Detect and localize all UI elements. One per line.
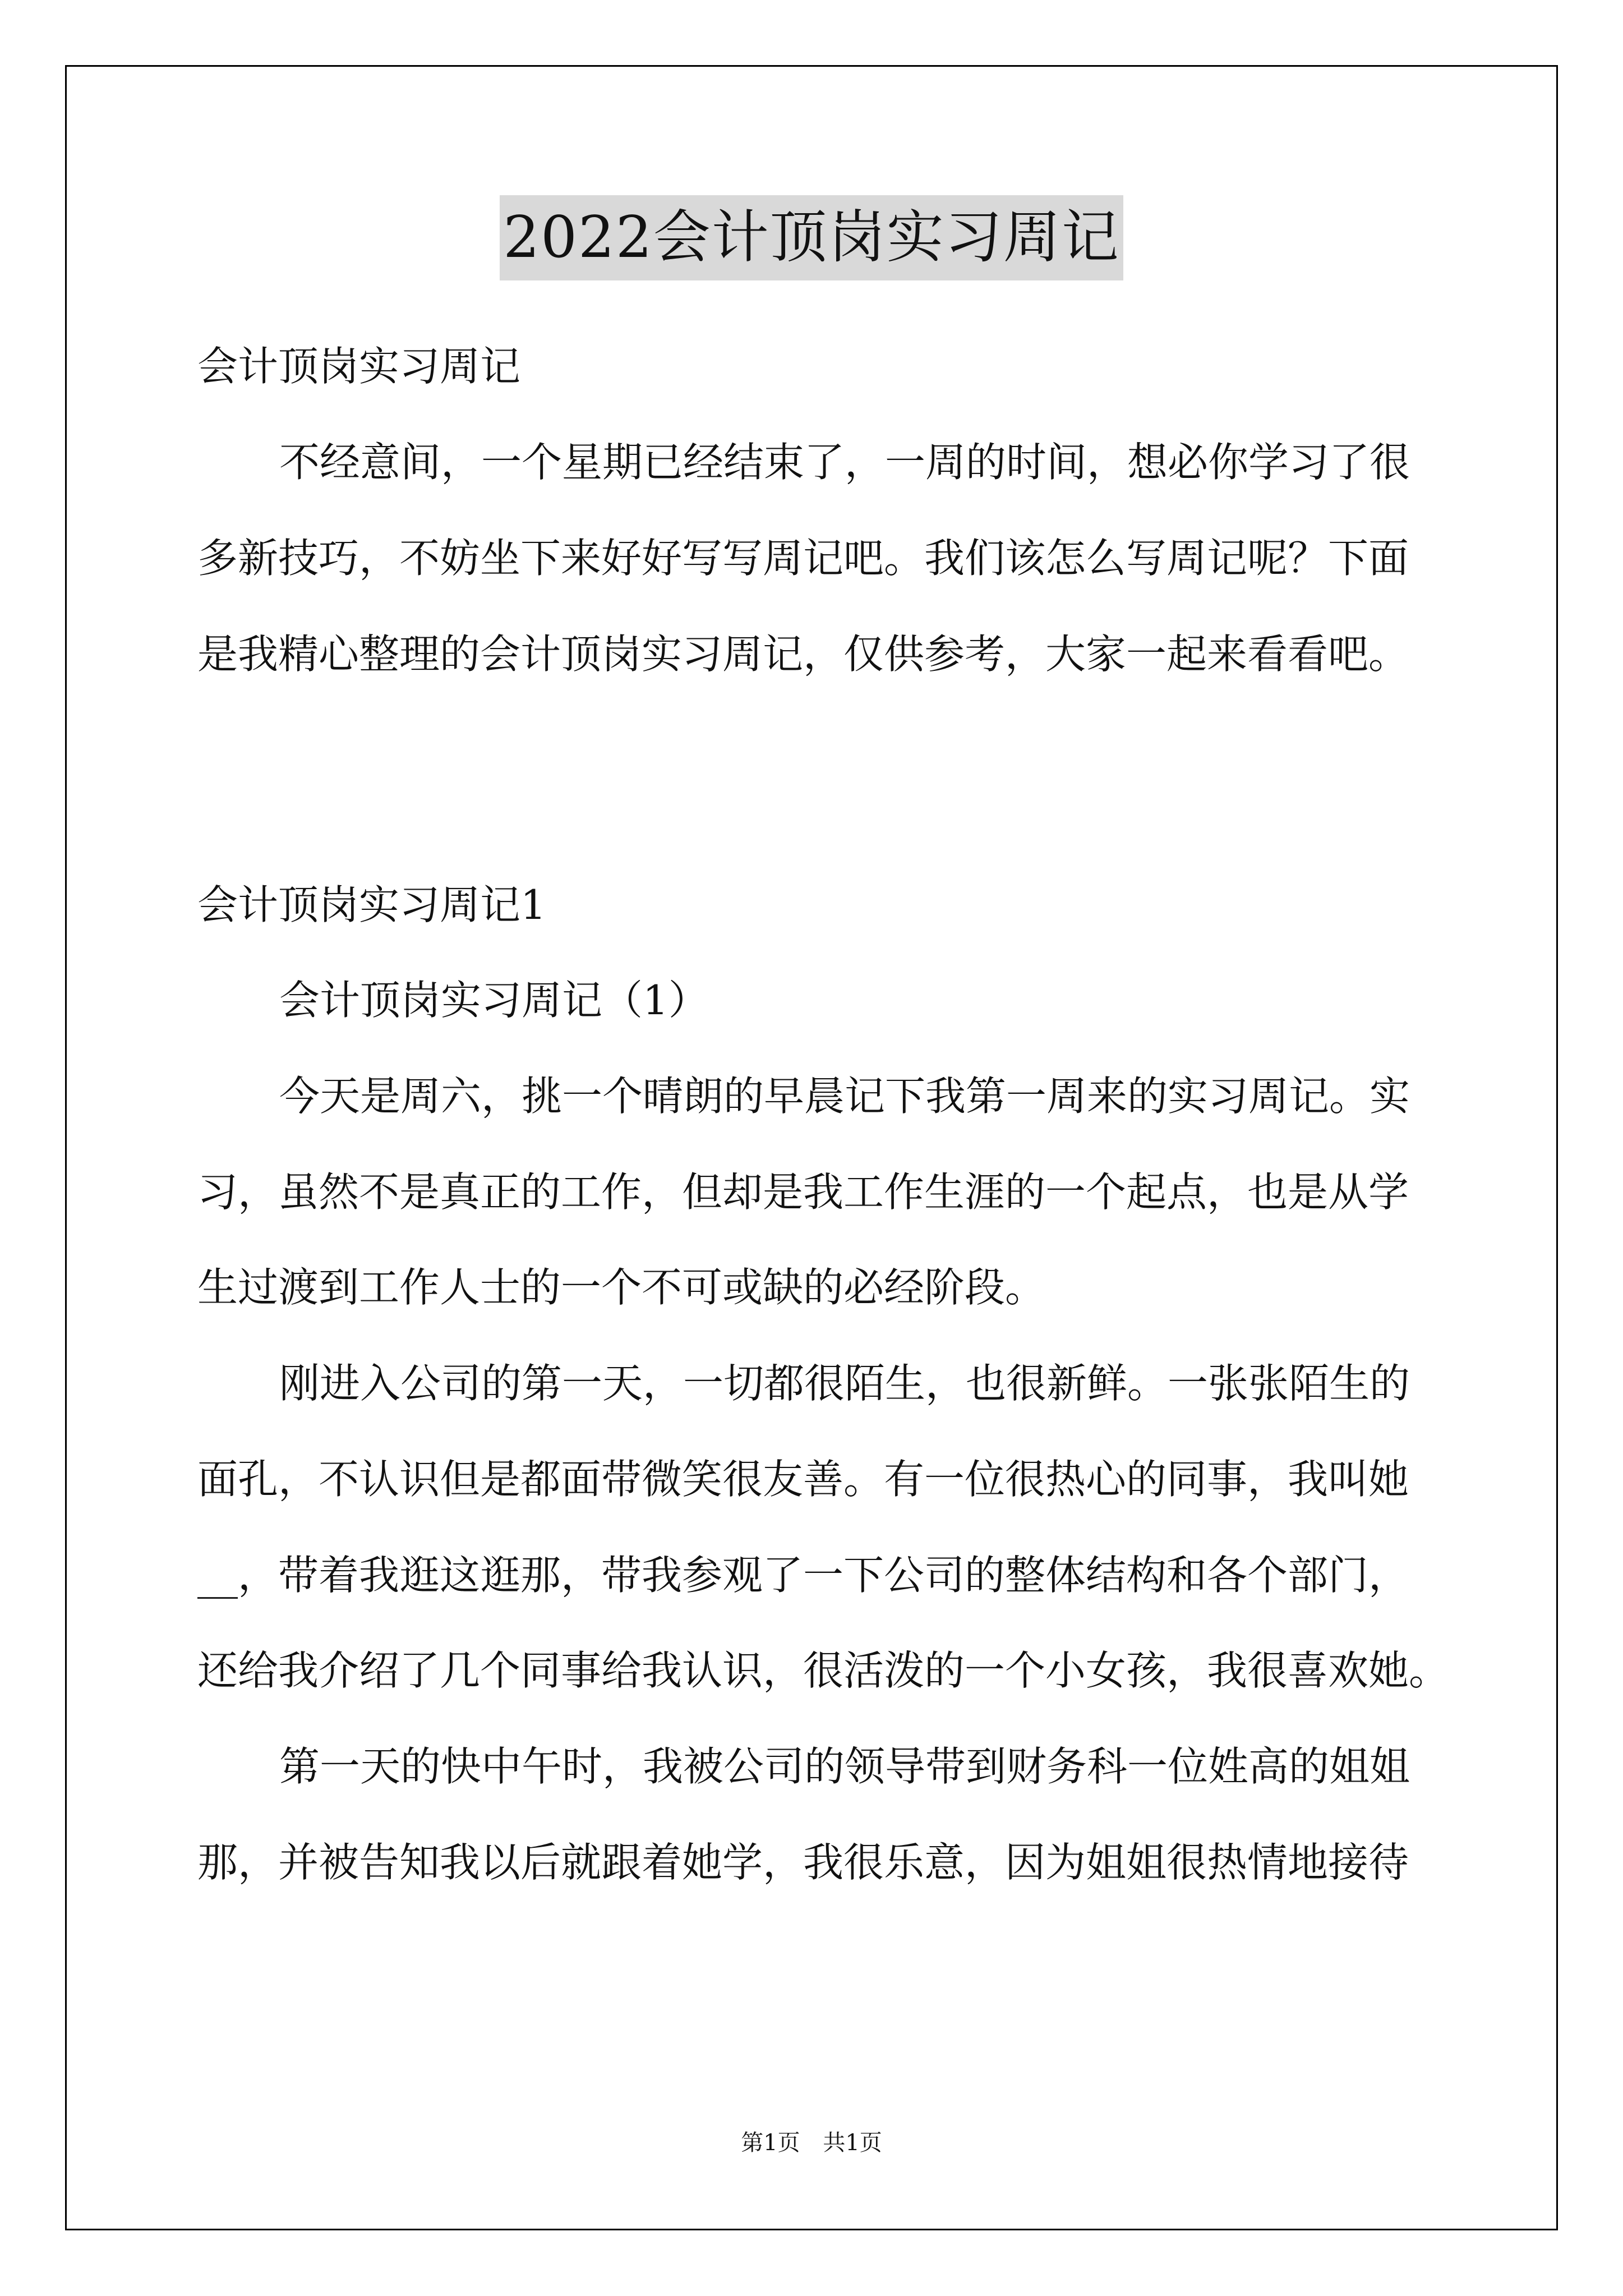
paragraph-line: 多新技巧，不妨坐下来好好写写周记吧。我们该怎么写周记呢？下面 <box>197 535 1409 582</box>
paragraph-line: __，带着我逛这逛那，带我参观了一下公司的整体结构和各个部门， <box>197 1552 1409 1599</box>
paragraph-line: 刚进入公司的第一天，一切都很陌生，也很新鲜。一张张陌生的 <box>279 1360 1410 1407</box>
paragraph-line: 是我精心整理的会计顶岗实习周记，仅供参考，大家一起来看看吧。 <box>197 631 1409 678</box>
title-container <box>0 195 1623 280</box>
page-number-current: 第1页 <box>741 2130 800 2156</box>
subsection-heading: 会计顶岗实习周记（1） <box>279 977 709 1024</box>
paragraph-line: 面孔，不认识但是都面带微笑很友善。有一位很热心的同事，我叫她 <box>197 1456 1409 1503</box>
paragraph-line: 今天是周六，挑一个晴朗的早晨记下我第一周来的实习周记。实 <box>279 1073 1410 1120</box>
paragraph-line: 习，虽然不是真正的工作，但却是我工作生涯的一个起点，也是从学 <box>197 1168 1409 1216</box>
paragraph-line: 第一天的快中午时，我被公司的领导带到财务科一位姓高的姐姐 <box>279 1743 1410 1790</box>
paragraph-line: 还给我介绍了几个同事给我认识，很活泼的一个小女孩，我很喜欢她。 <box>197 1647 1450 1694</box>
paragraph-line: 那，并被告知我以后就跟着她学，我很乐意，因为姐姐很热情地接待 <box>197 1839 1409 1886</box>
section-heading: 会计顶岗实习周记1 <box>197 881 546 928</box>
paragraph-line: 不经意间，一个星期已经结束了，一周的时间，想必你学习了很 <box>279 439 1410 486</box>
paragraph-heading: 会计顶岗实习周记 <box>197 343 521 390</box>
page-footer <box>0 2126 1623 2160</box>
paragraph-line: 生过渡到工作人士的一个不可或缺的必经阶段。 <box>197 1264 1046 1311</box>
document-title: 2022会计顶岗实习周记 <box>500 195 1123 280</box>
page-number-total: 共1页 <box>823 2130 882 2156</box>
